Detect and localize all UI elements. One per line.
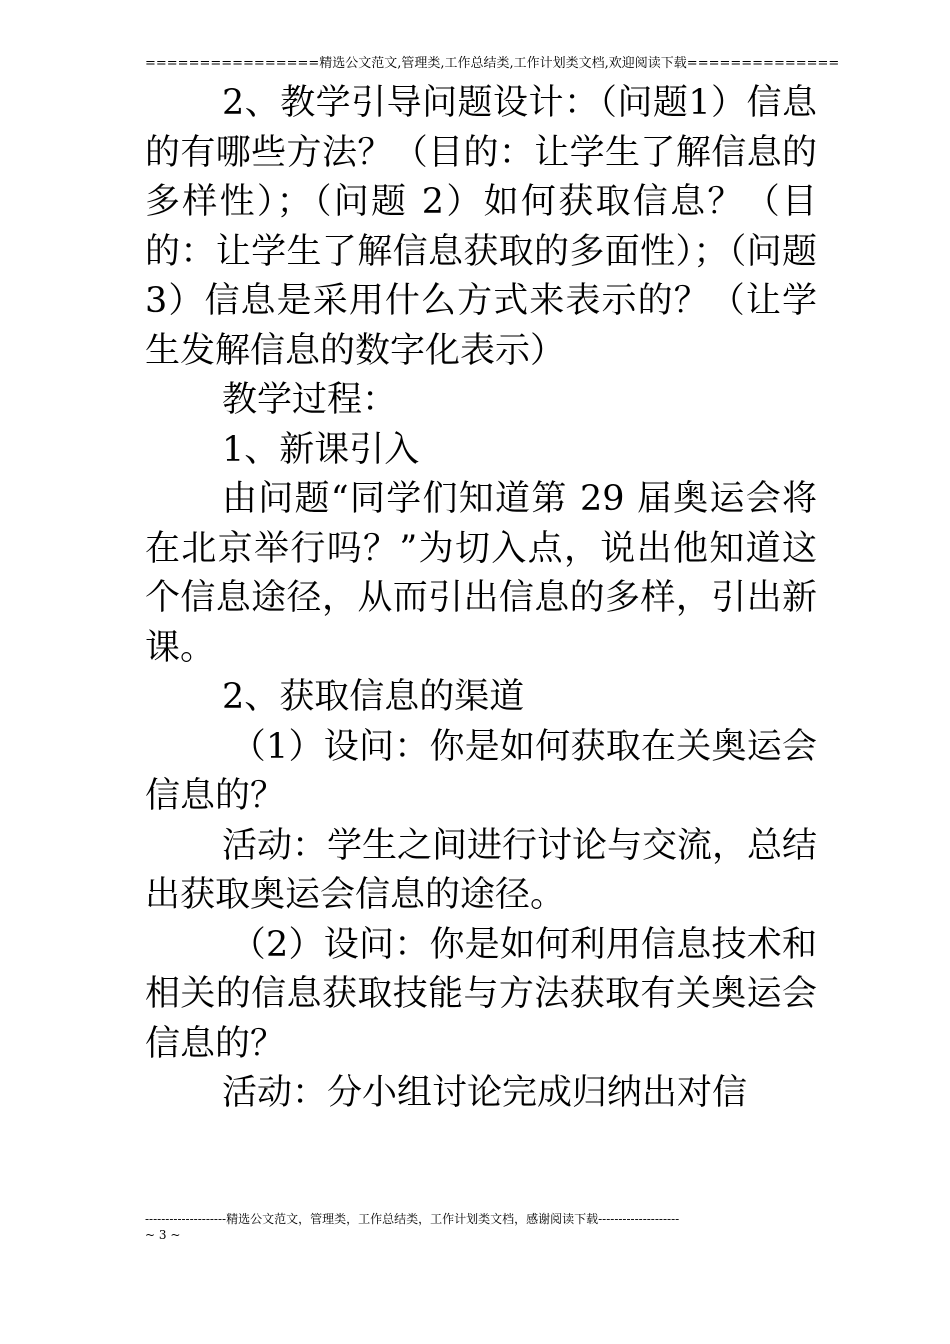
paragraph-teaching-process: 教学过程： — [222, 380, 398, 420]
paragraph-question-1: （1）设问：你是如何获取在关奥运会信息的？ — [145, 726, 817, 816]
paragraph-question-design: 2、教学引导问题设计：（问题1）信息的有哪些方法？（目的：让学生了解信息的多样性）；（问题 2）如何获取信息？（目的：让学生了解信息获取的多面性）；（问题3）信息是采用什么方式来表示的？（让学生发解信息的数字化表示） — [145, 83, 817, 371]
paragraph-activity-2: 活动：分小组讨论完成归纳出对信 — [222, 1073, 748, 1113]
header-banner: ================精选公文范文,管理类,工作总结类,工作计划类文档,欢迎阅读下载============== — [145, 56, 840, 71]
paragraph-channels-heading: 2、获取信息的渠道 — [222, 677, 525, 717]
paragraph-new-lesson-heading: 1、新课引入 — [222, 429, 420, 470]
paragraph-question-2: （2）设问：你是如何利用信息技术和相关的信息获取技能与方法获取有关奥运会信息的？ — [145, 924, 817, 1064]
footer-banner: --------------------精选公文范文，管理类，工作总结类，工作计划类文档，感谢阅读下载-------------------- — [145, 1212, 680, 1226]
paragraph-new-lesson-intro: 由问题“同学们知道第 29 届奥运会将在北京举行吗？”为切入点，说出他知道这个信息途径，从而引出信息的多样，引出新课。 — [145, 479, 817, 668]
paragraph-activity-1: 活动：学生之间进行讨论与交流，总结出获取奥运会信息的途径。 — [145, 825, 818, 915]
document-body — [145, 79, 817, 1119]
page-number: ~ 3 ~ — [145, 1228, 181, 1242]
